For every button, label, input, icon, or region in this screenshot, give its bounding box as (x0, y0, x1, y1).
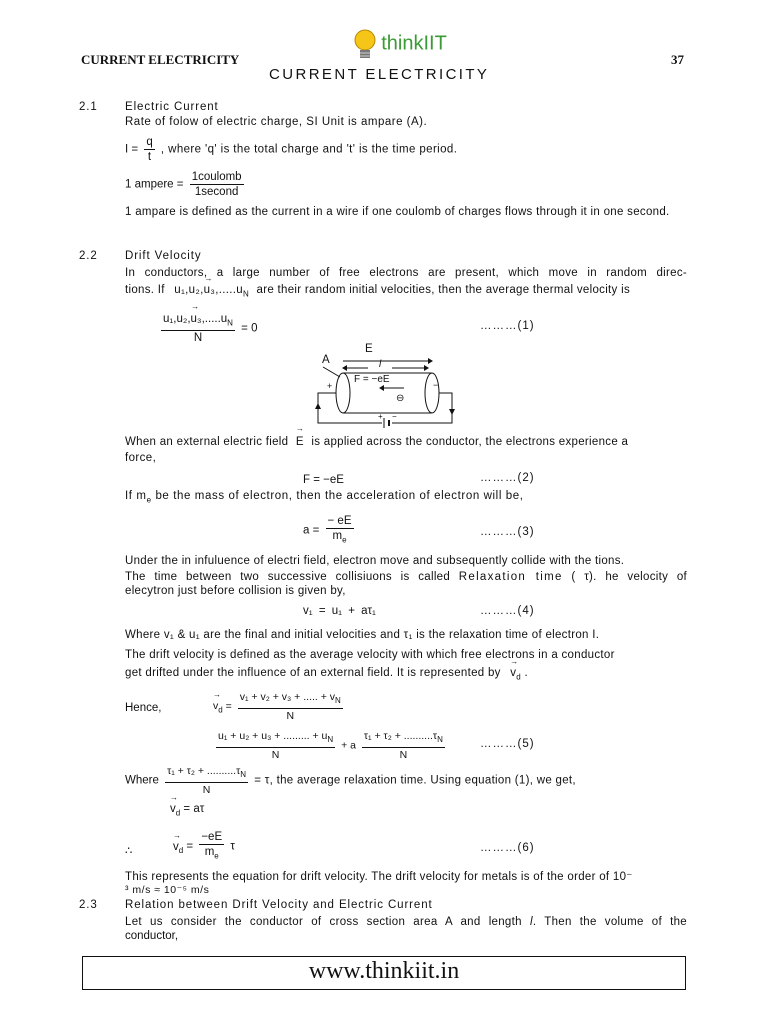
label-force: F = −eE (354, 374, 390, 385)
paragraph: Let us consider the conductor of cross section area A and length l. Then the volume of the (125, 916, 687, 928)
label-plus: + (327, 381, 333, 391)
paragraph: 1 ampare is defined as the current in a wire if one coulomb of charges flows through it in one second. (125, 206, 670, 218)
equation-1: → $\frac{u_1,u_2,u_3,.....u_N}{N}$ = 0 (158, 312, 257, 345)
electron-symbol: ⊖ (396, 393, 405, 404)
equation-hence: → $v_d$ = $\frac{v_1 + v_2 + v_3 + ..... + v_N}{N}$ (213, 690, 346, 723)
paragraph: conductor, (125, 930, 179, 942)
paragraph: elecytron just before collision is given by, (125, 585, 346, 597)
section-heading: Electric Current (125, 101, 219, 113)
equation-6: → $v_d$ = $\frac{-eE}{m_e}$ τ (173, 830, 235, 863)
section-number: 2.3 (79, 899, 98, 911)
equation-2: F = −eE (303, 474, 344, 486)
label-E: E (365, 343, 373, 355)
equation-3: a = $\frac{- eE}{m_e}$ (303, 515, 352, 545)
paragraph: force, (125, 452, 157, 464)
paragraph: The drift velocity is defined as the average velocity with which free electrons in a conductor (125, 649, 615, 661)
equation-number: ………(5) (480, 738, 535, 750)
paragraph: Under the in infuluence of electri field, electron move and subsequently collide with the tions. (125, 555, 625, 567)
equation-number: ………(3) (480, 526, 535, 538)
equation-number: ………(4) (480, 605, 535, 617)
chapter-header: CURRENT ELECTRICITY (81, 52, 240, 67)
equation-4: v₁ = u₁ + aτ₁ (303, 605, 376, 617)
section-heading: Relation between Drift Velocity and Electric Current (125, 899, 433, 911)
battery-minus: − (392, 412, 397, 421)
paragraph: When an external electric field → E is applied across the conductor, the electrons experience a (125, 434, 687, 450)
paragraph: Rate of folow of electric charge, SI Unit is ampare (A). (125, 116, 428, 128)
section-number: 2.2 (79, 250, 98, 262)
equation-5: $\frac{u_1 + u_2 + u_3 + ......... + u_N}{N}$ + a $\frac{\tau_1 + \tau_2 + ..........\tau_N}{N}$ (218, 730, 443, 762)
equation-number: ………(6) (480, 842, 535, 854)
paragraph: If $m_e$ be the mass of electron, then the acceleration of electron will be, (125, 490, 524, 505)
equation-current: I = $\frac{q}{t}$ , where 'q' is the total charge and 't' is the time period. (125, 136, 458, 163)
equation-vd: → $v_d = a\tau$ (170, 803, 204, 817)
section-number: 2.1 (79, 101, 98, 113)
paragraph: tions. $If \to u_1,u_2,u_3,.....u_N$ are their random initial velocities, then the average thermal velocity is (125, 284, 630, 298)
paragraph: The time between two successive collisiuons is called Relaxation time ( τ). he velocity of (125, 571, 688, 583)
logo-text: thinkIIT (381, 32, 447, 55)
bulb-icon (352, 28, 378, 65)
equation-number: ………(2) (480, 472, 535, 484)
page-number: 37 (671, 52, 684, 67)
footer-url[interactable]: www.thinkiit.in (308, 958, 460, 984)
section-heading: Drift Velocity (125, 250, 202, 262)
label-length: l (379, 359, 382, 370)
therefore-symbol: ∴ (125, 845, 133, 857)
where-line: Where $\frac{\tau_1 + \tau_2 + ..........\tau_N}{N}$ = τ, the average relaxation time. Using equation (1), we get, (125, 765, 576, 797)
paragraph: get drifted under the influence of an external field. It is represented by → $v_d$ . (125, 667, 528, 681)
logo (352, 28, 447, 65)
paragraph: Where v₁ & u₁ are the final and initial velocities and τ₁ is the relaxation time of electron I. (125, 629, 600, 641)
equation-number: ………(1) (480, 320, 535, 332)
paragraph: ³ m/s ≈ 10⁻⁵ m/s (125, 884, 210, 896)
page-title: CURRENT ELECTRICITY (269, 66, 490, 83)
paragraph: This represents the equation for drift velocity. The drift velocity for metals is of the order of 10⁻ (125, 871, 633, 883)
equation-ampere: 1 ampere = $\frac{\text{1coulomb}}{\text{1second}}$ (125, 171, 242, 198)
battery-plus: + (378, 412, 383, 421)
label-A: A (322, 354, 330, 366)
paragraph: In conductors, a large number of free electrons are present, which move in random direc- (125, 267, 687, 279)
label-hence: Hence, (125, 702, 162, 714)
label-minus: − (433, 380, 439, 390)
footer-banner (82, 956, 686, 990)
conductor-diagram (310, 343, 460, 433)
